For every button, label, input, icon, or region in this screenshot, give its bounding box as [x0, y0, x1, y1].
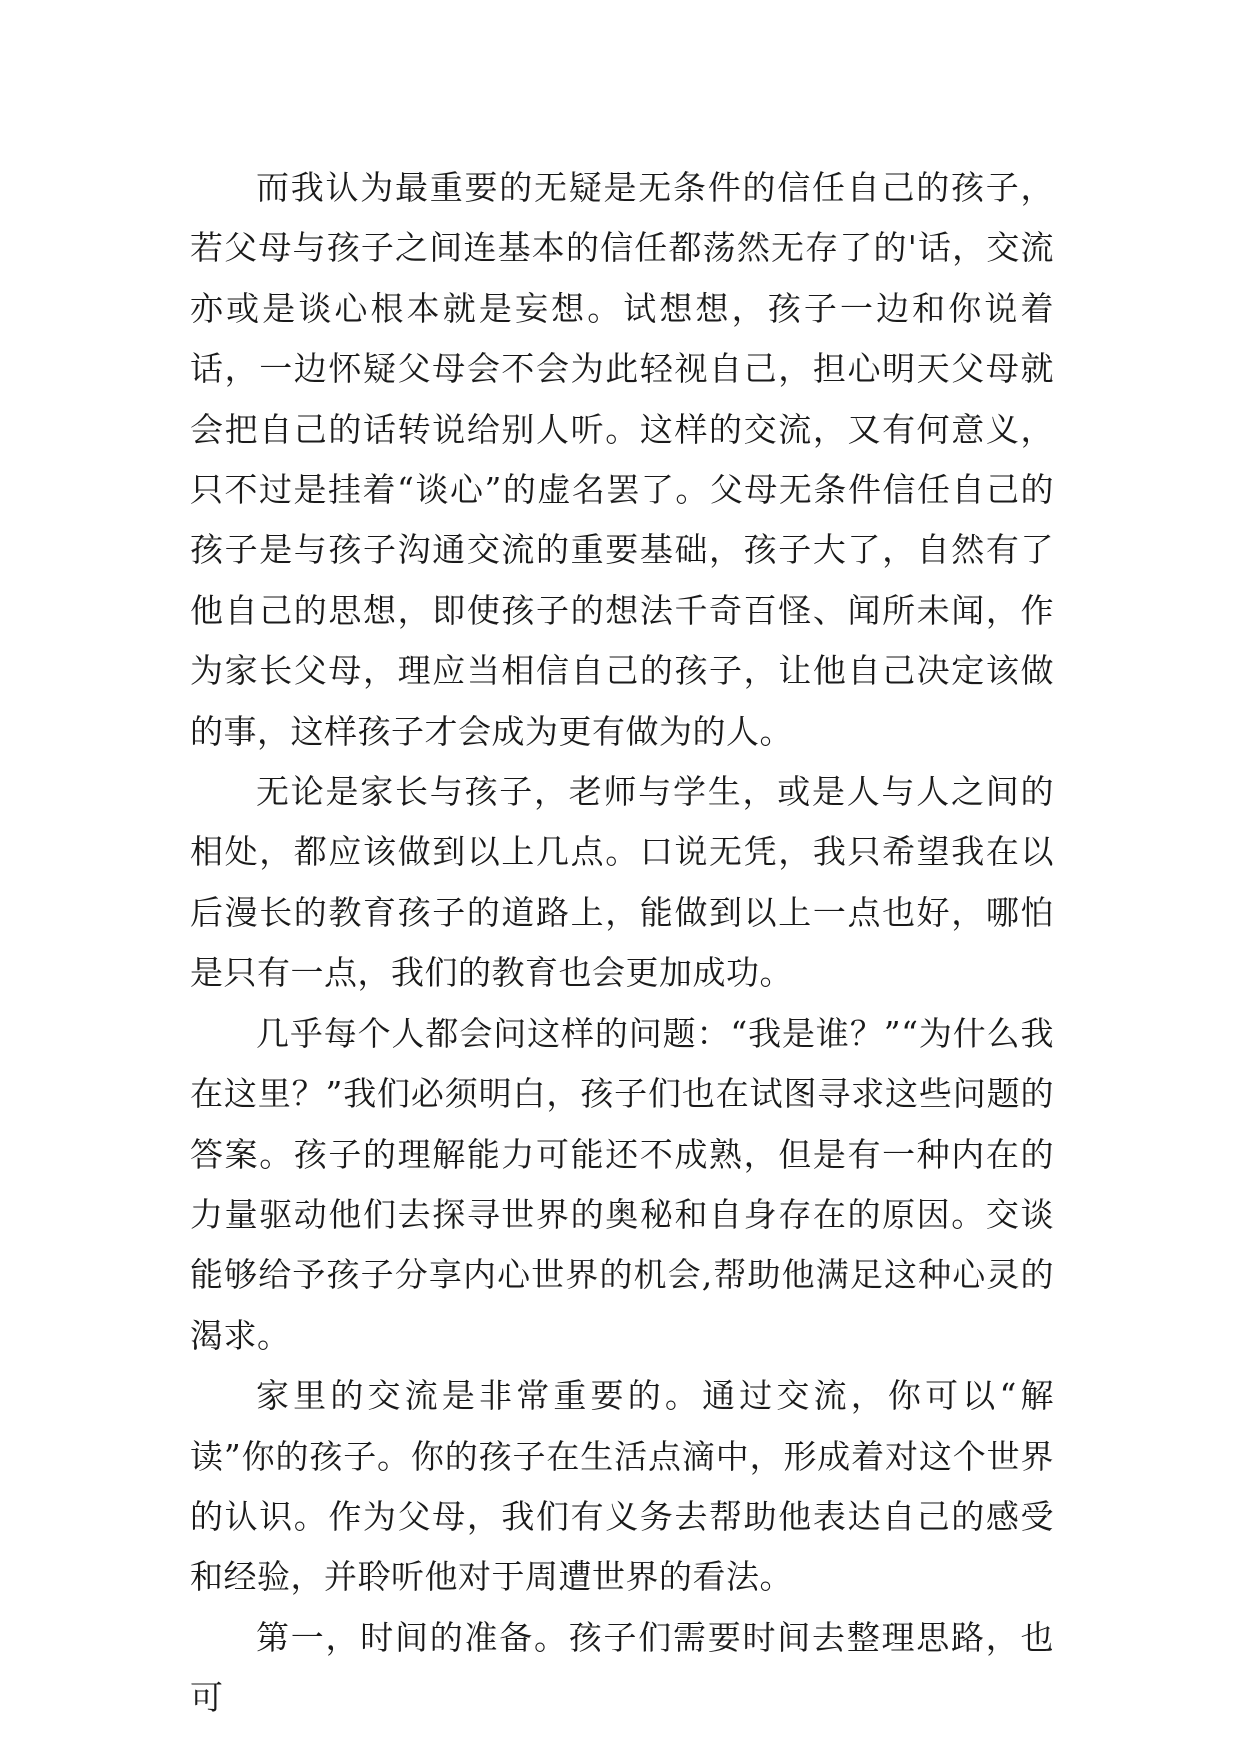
document-page — [190, 158, 1054, 1729]
paragraph-trust: 而我认为最重要的无疑是无条件的信任自己的孩子，若父母与孩子之间连基本的信任都荡然无存了的'话，交流亦或是谈心根本就是妄想。试想想，孩子一边和你说着话，一边怀疑父母会不会为此轻视自己，担心明天父母就会把自己的话转说给别人听。这样的交流，又有何意义，只不过是挂着“谈心”的虚名罢了。父母无条件信任自己的孩子是与孩子沟通交流的重要基础，孩子大了，自然有了他自己的思想，即使孩子的想法千奇百怪、闻所未闻，作为家长父母，理应当相信自己的孩子，让他自己决定该做的事，这样孩子才会成为更有做为的人。 — [190, 168, 1054, 751]
paragraph-family-communication: 家里的交流是非常重要的。通过交流，你可以“解读”你的孩子。你的孩子在生活点滴中，形成着对这个世界的认识。作为父母，我们有义务去帮助他表达自己的感受和经验，并聆听他对于周遭世界的看法。 — [190, 1376, 1054, 1597]
paragraph-time-preparation: 第一，时间的准备。孩子们需要时间去整理思路，也可 — [190, 1617, 1054, 1718]
paragraph-questions: 几乎每个人都会问这样的问题：“我是谁？”“为什么我在这里？”我们必须明白，孩子们也在试图寻求这些问题的答案。孩子的理解能力可能还不成熟，但是有一种内在的力量驱动他们去探寻世界的奥秘和自身存在的原因。交谈能够给予孩子分享内心世界的机会,帮助他满足这种心灵的渴求。 — [190, 1013, 1054, 1355]
paragraph-relationships: 无论是家长与孩子，老师与学生，或是人与人之间的相处，都应该做到以上几点。口说无凭，我只希望我在以后漫长的教育孩子的道路上，能做到以上一点也好，哪怕是只有一点，我们的教育也会更加成功。 — [190, 772, 1054, 993]
